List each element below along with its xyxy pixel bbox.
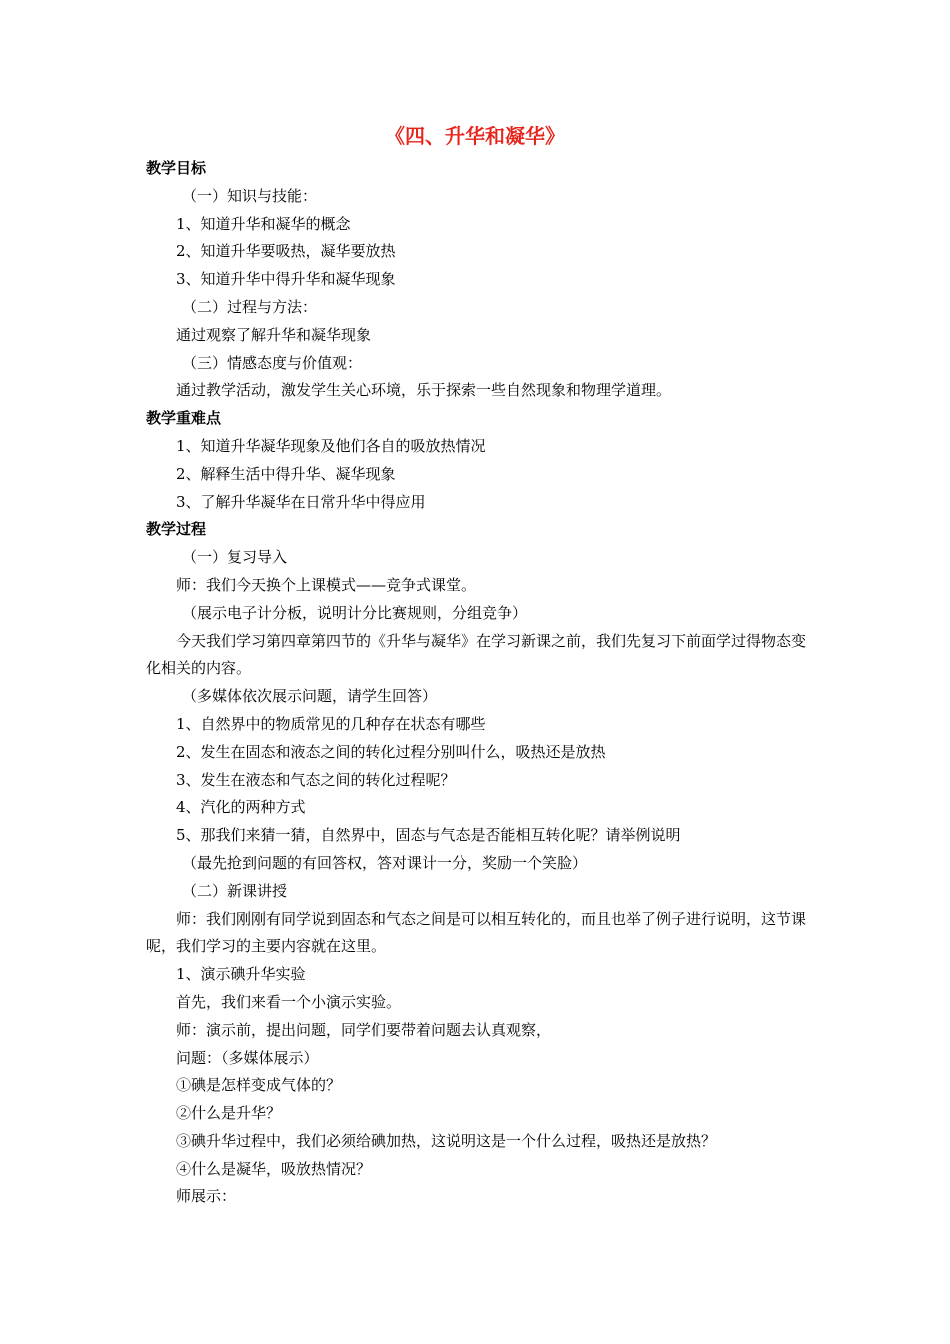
paragraph: 首先，我们来看一个小演示实验。 — [176, 992, 402, 1011]
paragraph: 问题：（多媒体展示） — [176, 1048, 319, 1067]
subsection-title-review: （一）复习导入 — [182, 548, 288, 567]
section-heading-key-points: 教学重难点 — [146, 409, 222, 428]
paragraph: 今天我们学习第四章第四节的《升华与凝华》在学习新课之前，我们先复习下前面学过得物态变化相关的内容。 — [146, 631, 807, 678]
note: （展示电子计分板，说明计分比赛规则，分组竞争） — [182, 603, 528, 622]
list-item: 1、自然界中的物质常见的几种存在状态有哪些 — [176, 714, 486, 733]
list-item: 3、发生在液态和气态之间的转化过程呢？ — [176, 770, 456, 789]
list-item: 2、知道升华要吸热，凝华要放热 — [176, 242, 396, 261]
list-item: 5、那我们来猜一猜，自然界中，固态与气态是否能相互转化呢？请举例说明 — [176, 826, 681, 845]
document-title: 《四、升华和凝华》 — [385, 124, 565, 148]
subsection-title-emotion: （三）情感态度与价值观： — [182, 353, 363, 372]
list-item: ③碘升华过程中，我们必须给碘加热，这说明这是一个什么过程，吸热还是放热？ — [176, 1131, 717, 1150]
paragraph: 通过教学活动，激发学生关心环境，乐于探索一些自然现象和物理学道理。 — [176, 381, 672, 400]
paragraph: 师：我们今天换个上课模式——竞争式课堂。 — [176, 575, 477, 594]
paragraph: 通过观察了解升华和凝华现象 — [176, 325, 372, 344]
list-item: 1、知道升华和凝华的概念 — [176, 214, 351, 233]
list-item: ④什么是凝华，吸放热情况？ — [176, 1159, 372, 1178]
section-heading-process: 教学过程 — [146, 520, 207, 539]
subsection-title-knowledge: （一）知识与技能： — [182, 186, 318, 205]
list-item: 4、汽化的两种方式 — [176, 798, 306, 817]
list-item: 3、知道升华中得升华和凝华现象 — [176, 270, 396, 289]
list-item: 1、知道升华凝华现象及他们各自的吸放热情况 — [176, 436, 486, 455]
list-item: 2、发生在固态和液态之间的转化过程分别叫什么，吸热还是放热 — [176, 742, 606, 761]
paragraph: 师：演示前，提出问题，同学们要带着问题去认真观察， — [176, 1020, 552, 1039]
section-heading-objectives: 教学目标 — [146, 159, 207, 177]
subsection-title-process: （二）过程与方法： — [182, 297, 318, 316]
list-item: ①碘是怎样变成气体的？ — [176, 1076, 342, 1095]
list-item: 3、了解升华凝华在日常升华中得应用 — [176, 492, 426, 511]
note: （多媒体依次展示问题，请学生回答） — [182, 687, 438, 706]
subsection-title-new-lesson: （二）新课讲授 — [182, 881, 288, 900]
note: （最先抢到问题的有回答权，答对课计一分，奖励一个笑脸） — [182, 853, 588, 872]
list-item: ②什么是升华？ — [176, 1104, 282, 1123]
paragraph: 师展示： — [176, 1187, 237, 1206]
document-body — [146, 155, 806, 1211]
list-item: 2、解释生活中得升华、凝华现象 — [176, 464, 396, 483]
list-item: 1、演示碘升华实验 — [176, 965, 306, 984]
paragraph: 师：我们刚刚有同学说到固态和气态之间是可以相互转化的，而且也举了例子进行说明，这节课呢，我们学习的主要内容就在这里。 — [146, 909, 807, 956]
